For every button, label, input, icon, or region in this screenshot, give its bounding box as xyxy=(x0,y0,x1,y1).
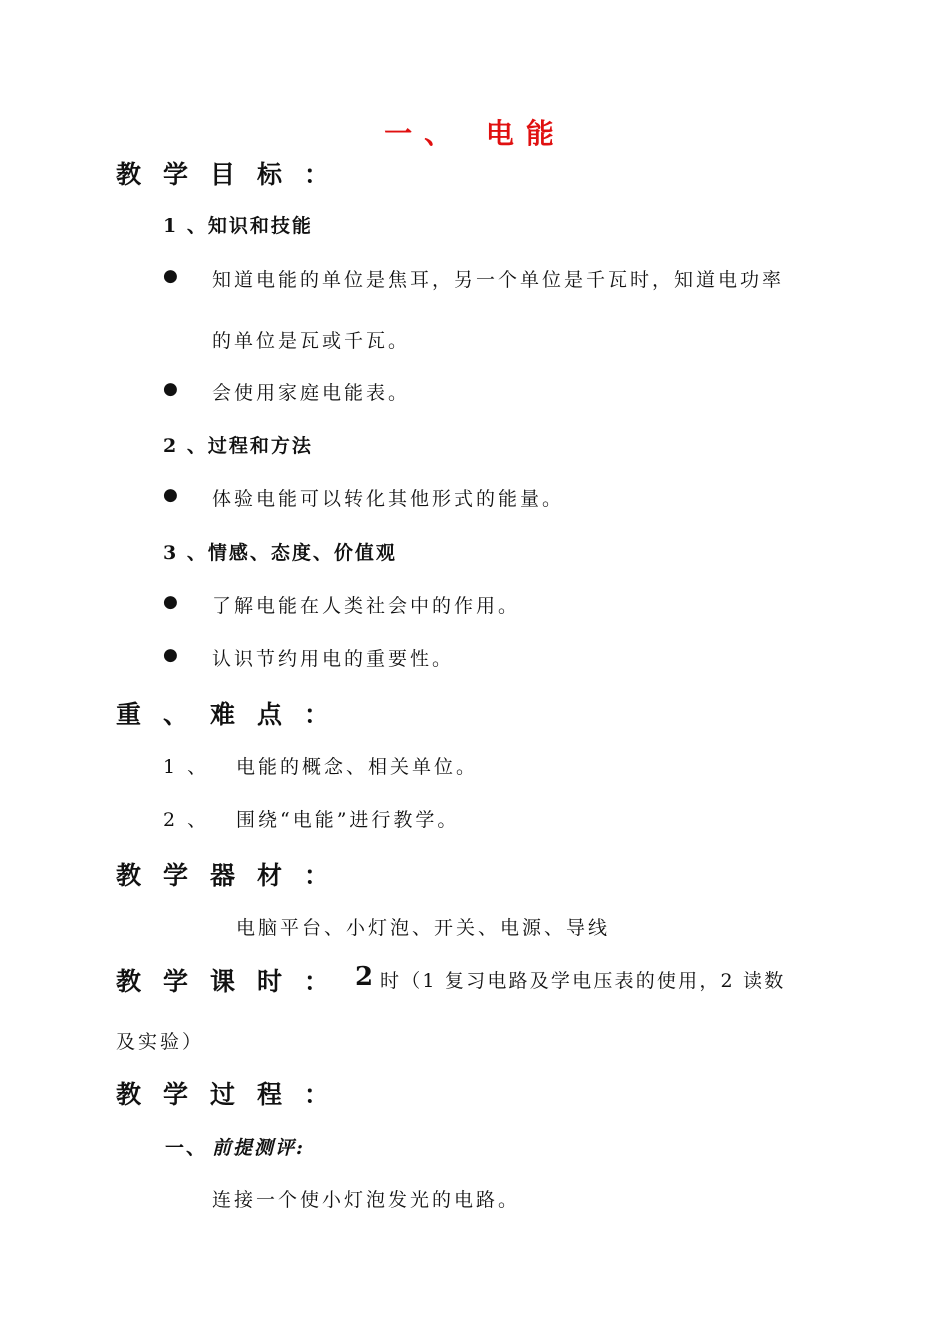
section-emotion-values: 3 、情感、态度、价值观 xyxy=(163,542,397,564)
bullet-icon: ● xyxy=(163,645,178,665)
objective-text: 认识节约用电的重要性。 xyxy=(212,648,455,670)
objective-text: 体验电能可以转化其他形式的能量。 xyxy=(212,488,565,510)
hours-text-continued: 及实验） xyxy=(116,1031,205,1053)
process-heading: 教学过程： xyxy=(116,1080,352,1109)
hours-heading: 教学课时： xyxy=(116,967,352,996)
objectives-heading: 教学目标： xyxy=(116,160,352,189)
bullet-icon: ● xyxy=(163,485,178,505)
bullet-icon: ● xyxy=(163,379,178,399)
key-point-number: 1 、 xyxy=(163,756,210,778)
section-knowledge-skills: 1 、知识和技能 xyxy=(163,215,313,237)
key-point-text: 围绕“电能”进行教学。 xyxy=(236,809,460,831)
hours-number: 2 xyxy=(355,962,374,992)
process-step-number: 一、 xyxy=(165,1137,208,1159)
process-step-text: 连接一个使小灯泡发光的电路。 xyxy=(212,1189,521,1211)
section-process-methods: 2 、过程和方法 xyxy=(163,435,313,457)
objective-text: 了解电能在人类社会中的作用。 xyxy=(212,595,521,617)
key-points-heading: 重、难点： xyxy=(116,700,352,729)
materials-heading: 教学器材： xyxy=(116,861,352,890)
objective-text: 知道电能的单位是焦耳，另一个单位是千瓦时，知道电功率 xyxy=(212,269,785,291)
key-point-text: 电能的概念、相关单位。 xyxy=(236,756,479,778)
objective-text: 会使用家庭电能表。 xyxy=(212,382,411,404)
objective-text-continued: 的单位是瓦或千瓦。 xyxy=(212,330,411,352)
bullet-icon: ● xyxy=(163,266,178,286)
materials-text: 电脑平台、小灯泡、开关、电源、导线 xyxy=(236,917,611,939)
hours-text: 时（1 复习电路及学电压表的使用，2 读数 xyxy=(380,970,786,992)
process-step-title: 前提测评: xyxy=(212,1137,306,1159)
key-point-number: 2 、 xyxy=(163,809,210,831)
document-title: 一、 电能 xyxy=(384,117,566,150)
bullet-icon: ● xyxy=(163,592,178,612)
